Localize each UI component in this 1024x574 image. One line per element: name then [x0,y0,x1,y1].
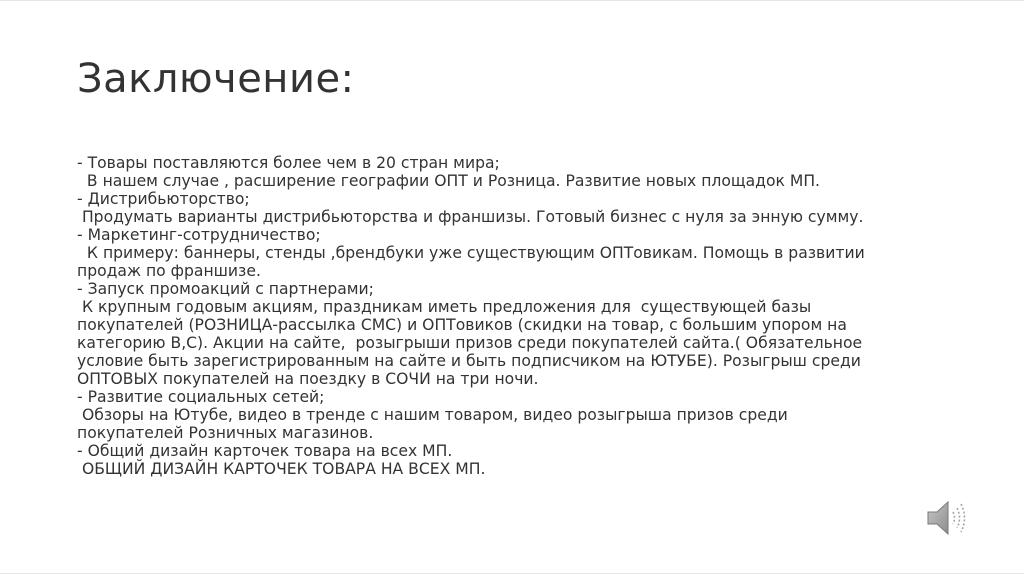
speaker-icon[interactable] [924,498,972,538]
body-line: В нашем случае , расширение географии ОПТ и Розница. Развитие новых площадок МП. [77,172,821,190]
body-line: - Развитие социальных сетей; [77,388,325,406]
body-line: - Дистрибьюторство; [77,190,250,208]
slide-body [77,154,957,478]
body-line: - Запуск промоакций с партнерами; [77,280,374,298]
body-line: К крупным годовым акциям, праздникам иметь предложения для существующей базы [77,298,812,316]
body-line: покупателей (РОЗНИЦА-рассылка СМС) и ОПТовиков (скидки на товар, с большим упором на [77,316,847,334]
slide-title: Заключение: [77,56,355,102]
body-line: - Товары поставляются более чем в 20 стран мира; [77,154,500,172]
body-line: К примеру: баннеры, стенды ,брендбуки уже существующим ОПТовикам. Помощь в развитии [77,244,865,262]
body-line: условие быть зарегистрированным на сайте и быть подписчиком на ЮТУБЕ). Розыгрыш среди [77,352,861,370]
body-line: - Общий дизайн карточек товара на всех МП. [77,442,453,460]
body-line: категорию В,С). Акции на сайте, розыгрыши призов среди покупателей сайта.( Обязательное [77,334,863,352]
body-line: покупателей Розничных магазинов. [77,424,374,442]
body-line: ОБЩИЙ ДИЗАЙН КАРТОЧЕК ТОВАРА НА ВСЕХ МП. [77,460,486,478]
body-line: - Маркетинг-сотрудничество; [77,226,321,244]
body-line: продаж по франшизе. [77,262,261,280]
speaker-icon-graphic [924,498,972,538]
body-line: ОПТОВЫХ покупателей на поездку в СОЧИ на три ночи. [77,370,539,388]
body-line: Продумать варианты дистрибьюторства и франшизы. Готовый бизнес с нуля за энную сумму. [77,208,864,226]
body-line: Обзоры на Ютубе, видео в тренде с нашим товаром, видео розыгрыша призов среди [77,406,788,424]
